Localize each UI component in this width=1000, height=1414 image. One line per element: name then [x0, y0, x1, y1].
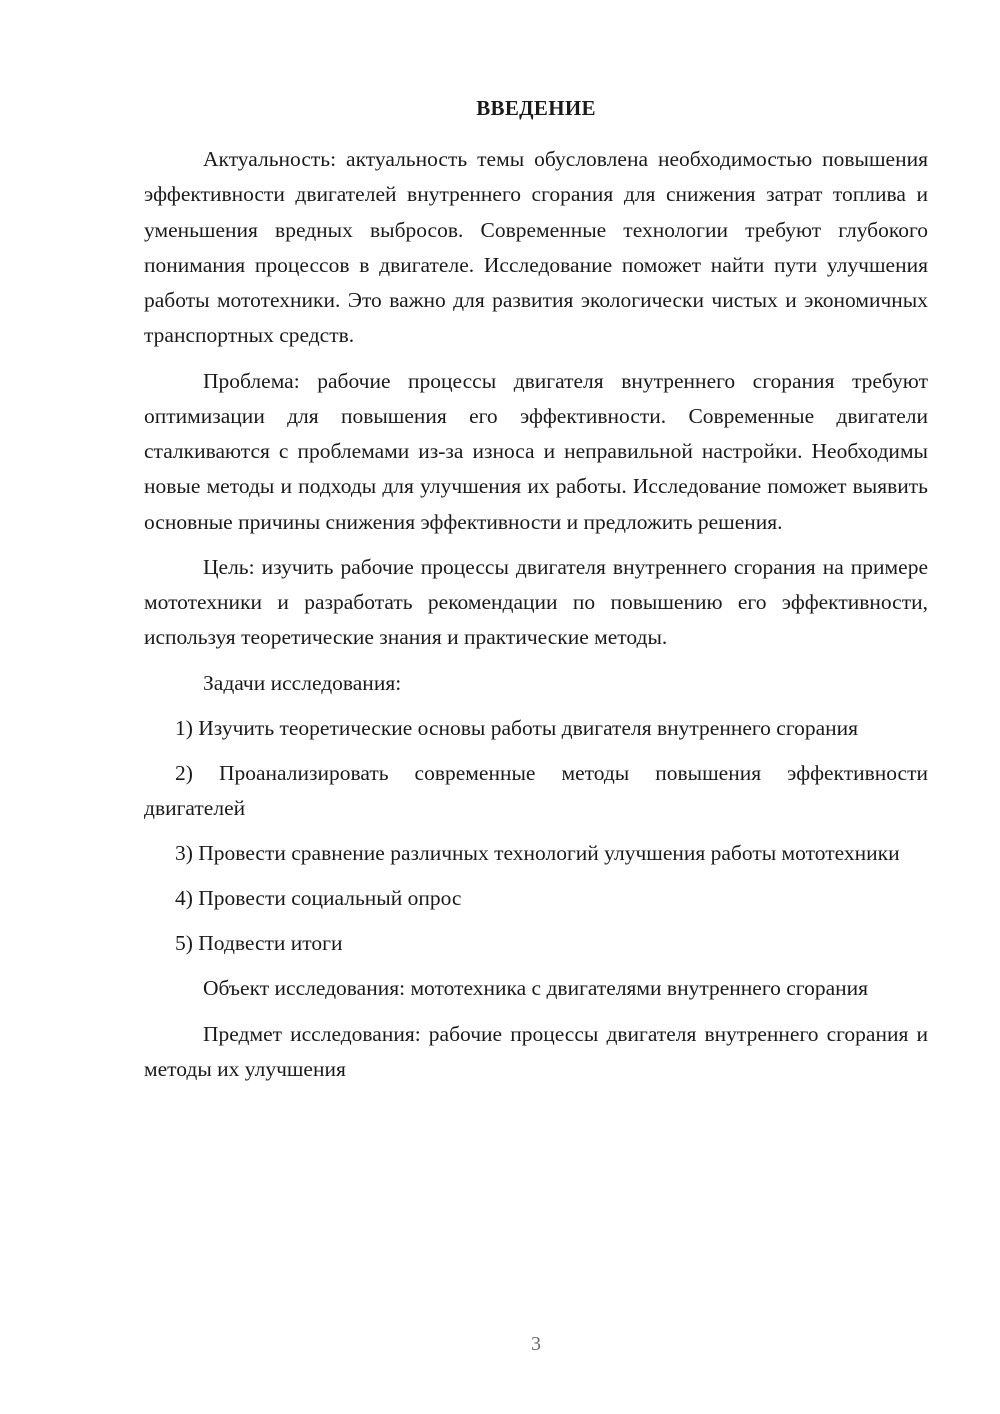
- paragraph-subject: Предмет исследования: рабочие процессы двигателя внутреннего сгорания и методы их улучшения: [144, 1021, 928, 1081]
- task-list-item: 3) Провести сравнение различных технологий улучшения работы мототехники: [175, 841, 900, 866]
- paragraph-goal: Цель: изучить рабочие процессы двигателя внутреннего сгорания на примере мототехники и разработать рекомендации по повышению его эффективности, используя теоретические знания и практические методы.: [144, 554, 928, 650]
- task-list-item: 4) Провести социальный опрос: [175, 886, 462, 911]
- task-list-item: 1) Изучить теоретические основы работы двигателя внутреннего сгорания: [175, 715, 859, 740]
- paragraph-object: Объект исследования: мототехника с двигателями внутреннего сгорания: [203, 976, 869, 1001]
- task-list-item: 2) Проанализировать современные методы повышения эффективности двигателей: [144, 760, 928, 821]
- paragraph-problem: Проблема: рабочие процессы двигателя внутреннего сгорания требуют оптимизации для повышения его эффективности. Современные двигатели сталкиваются с проблемами из-за износа и неправильной настройки. Необходимы новые методы и подходы для улучшения их работы. Исследование поможет выявить основные причины снижения эффективности и предложить решения.: [144, 368, 928, 534]
- page-title: ВВЕДЕНИЕ: [476, 96, 596, 120]
- paragraph-relevance: Актуальность: актуальность темы обусловлена необходимостью повышения эффективности двигателей внутреннего сгорания для снижения затрат топлива и уменьшения вредных выбросов. Современные технологии требуют глубокого понимания процессов в двигателе. Исследование поможет найти пути улучшения работы мототехники. Это важно для развития экологически чистых и экономичных транспортных средств.: [144, 147, 928, 348]
- page-number: 3: [531, 1333, 541, 1355]
- paragraph-tasks-heading: Задачи исследования:: [203, 670, 402, 695]
- document-body: [144, 142, 928, 1097]
- task-list-item: 5) Подвести итоги: [175, 931, 343, 956]
